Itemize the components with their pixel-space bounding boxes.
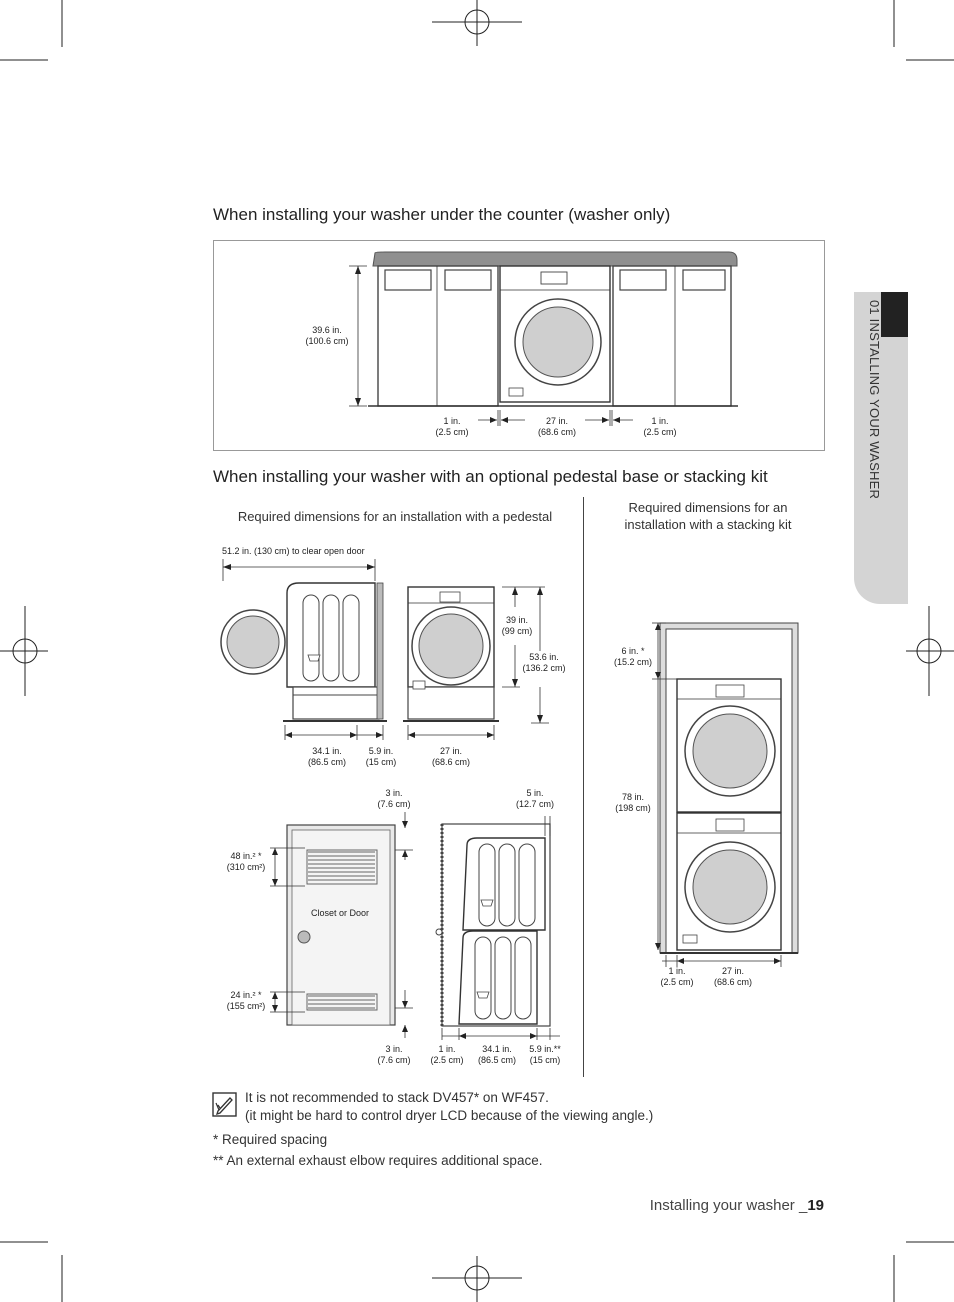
dim-left-gap: 1 in. (2.5 cm) <box>435 416 469 437</box>
note-pencil-icon <box>212 1092 238 1118</box>
dim-closet-top-rear: 5 in. (12.7 cm) <box>515 788 554 809</box>
dim-counter-height: 39.6 in. (100.6 cm) <box>305 325 349 346</box>
side-tab-label: 01 INSTALLING YOUR WASHER <box>867 300 882 500</box>
dim-total-height: 53.6 in. (136.2 cm) <box>516 652 572 674</box>
section2-heading: When installing your washer with an optional pedestal base or stacking kit <box>213 467 768 486</box>
dim-pedestal-width: 27 in. (68.6 cm) <box>431 746 470 767</box>
section1-heading: When installing your washer under the counter (washer only) <box>213 205 671 224</box>
dim-stack-top-gap: 6 in. * (15.2 cm) <box>613 646 652 667</box>
dim-closet-rear-gap: 5.9 in.** (15 cm) <box>529 1044 561 1065</box>
note-line-2: (it might be hard to control dryer LCD because of the viewing angle.) <box>245 1108 654 1123</box>
pedestal-caption: Required dimensions for an installation with a pedestal <box>237 509 553 524</box>
column-divider <box>583 497 584 1077</box>
dim-closet-top-gap: 3 in. (7.6 cm) <box>377 788 411 809</box>
page-footer <box>600 1197 824 1214</box>
dim-pedestal-rear-gap: 5.9 in. (15 cm) <box>365 746 397 767</box>
closet-door-label: Closet or Door <box>310 908 370 918</box>
note-line-1: It is not recommended to stack DV457* on WF457. <box>245 1090 549 1105</box>
dim-closet-bottom-gap: 3 in. (7.6 cm) <box>377 1044 411 1065</box>
dim-bottom-vent-area: 24 in.² * (155 cm²) <box>226 990 266 1011</box>
dim-closet-depth: 34.1 in. (86.5 cm) <box>477 1044 516 1065</box>
pedestal-drawing <box>215 545 580 740</box>
footnote-required: * Required spacing <box>213 1132 328 1147</box>
footer-label: Installing your washer _ <box>649 1197 808 1214</box>
dim-washer-width: 27 in. (68.6 cm) <box>537 416 576 437</box>
footnote-exhaust: ** An external exhaust elbow requires additional space. <box>213 1153 543 1168</box>
dim-right-gap: 1 in. (2.5 cm) <box>643 416 677 437</box>
dim-door-clear: 51.2 in. (130 cm) to clear open door <box>222 546 365 556</box>
dim-stack-width: 27 in. (68.6 cm) <box>713 966 752 987</box>
stacking-caption: Required dimensions for an installation with a stacking kit <box>624 500 792 532</box>
dim-top-vent-area: 48 in.² * (310 cm²) <box>226 851 266 872</box>
dim-pedestal-depth: 34.1 in. (86.5 cm) <box>307 746 346 767</box>
dim-closet-front-gap: 1 in. (2.5 cm) <box>430 1044 464 1065</box>
dim-stack-side-gap: 1 in. (2.5 cm) <box>660 966 694 987</box>
dim-washer-height: 39 in. (99 cm) <box>495 615 539 637</box>
side-tab-marker <box>881 292 908 337</box>
dim-stack-total-height: 78 in. (198 cm) <box>615 792 651 813</box>
page-number: 19 <box>807 1197 824 1214</box>
